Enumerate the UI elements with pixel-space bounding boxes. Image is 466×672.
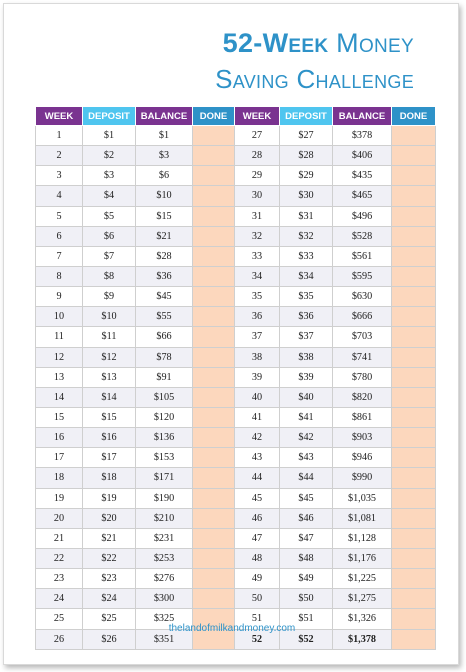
balance-cell: $10 <box>136 186 193 206</box>
header-deposit: DEPOSIT <box>280 107 333 126</box>
balance-cell: $55 <box>136 307 193 327</box>
week-cell: 9 <box>36 287 83 307</box>
week-cell: 6 <box>36 226 83 246</box>
balance-cell: $28 <box>136 246 193 266</box>
table-row <box>36 126 436 146</box>
deposit-cell: $36 <box>280 307 333 327</box>
week-cell: 35 <box>235 287 280 307</box>
deposit-cell: $50 <box>280 589 333 609</box>
week-cell: 34 <box>235 266 280 286</box>
deposit-cell: $13 <box>83 367 136 387</box>
header-done: DONE <box>193 107 235 126</box>
challenge-sheet <box>3 3 459 665</box>
balance-cell: $1,378 <box>333 629 392 649</box>
deposit-cell: $27 <box>280 126 333 146</box>
deposit-cell: $41 <box>280 407 333 427</box>
table-row <box>36 206 436 226</box>
deposit-cell: $9 <box>83 287 136 307</box>
deposit-cell: $25 <box>83 609 136 629</box>
done-checkbox-cell[interactable] <box>193 387 235 407</box>
header-balance: BALANCE <box>333 107 392 126</box>
balance-cell: $1,225 <box>333 569 392 589</box>
table-row <box>36 589 436 609</box>
done-checkbox-cell[interactable] <box>193 266 235 286</box>
deposit-cell: $8 <box>83 266 136 286</box>
done-checkbox-cell[interactable] <box>193 448 235 468</box>
balance-cell: $91 <box>136 367 193 387</box>
balance-cell: $741 <box>333 347 392 367</box>
deposit-cell: $14 <box>83 387 136 407</box>
done-checkbox-cell[interactable] <box>392 166 436 186</box>
done-checkbox-cell[interactable] <box>193 307 235 327</box>
balance-cell: $1 <box>136 126 193 146</box>
balance-cell: $1,081 <box>333 508 392 528</box>
done-checkbox-cell[interactable] <box>193 569 235 589</box>
week-cell: 33 <box>235 246 280 266</box>
balance-cell: $210 <box>136 508 193 528</box>
week-cell: 40 <box>235 387 280 407</box>
done-checkbox-cell[interactable] <box>392 226 436 246</box>
header-done: DONE <box>392 107 436 126</box>
savings-table <box>35 106 436 650</box>
balance-cell: $780 <box>333 367 392 387</box>
done-checkbox-cell[interactable] <box>392 569 436 589</box>
done-checkbox-cell[interactable] <box>193 367 235 387</box>
title-line-2: Saving Challenge <box>215 64 414 94</box>
week-cell: 39 <box>235 367 280 387</box>
week-cell: 11 <box>36 327 83 347</box>
week-cell: 8 <box>36 266 83 286</box>
balance-cell: $45 <box>136 287 193 307</box>
done-checkbox-cell[interactable] <box>193 166 235 186</box>
week-cell: 7 <box>36 246 83 266</box>
header-week: WEEK <box>235 107 280 126</box>
balance-cell: $561 <box>333 246 392 266</box>
week-cell: 1 <box>36 126 83 146</box>
deposit-cell: $30 <box>280 186 333 206</box>
deposit-cell: $31 <box>280 206 333 226</box>
deposit-cell: $12 <box>83 347 136 367</box>
balance-cell: $105 <box>136 387 193 407</box>
balance-cell: $435 <box>333 166 392 186</box>
balance-cell: $78 <box>136 347 193 367</box>
done-checkbox-cell[interactable] <box>392 589 436 609</box>
balance-cell: $903 <box>333 428 392 448</box>
table-row <box>36 488 436 508</box>
week-cell: 15 <box>36 407 83 427</box>
balance-cell: $990 <box>333 468 392 488</box>
table-row <box>36 569 436 589</box>
balance-cell: $861 <box>333 407 392 427</box>
title-bold-part: 52-Week <box>222 28 329 58</box>
done-checkbox-cell[interactable] <box>392 186 436 206</box>
balance-cell: $528 <box>333 226 392 246</box>
deposit-cell: $21 <box>83 528 136 548</box>
week-cell: 14 <box>36 387 83 407</box>
week-cell: 17 <box>36 448 83 468</box>
week-cell: 16 <box>36 428 83 448</box>
done-checkbox-cell[interactable] <box>193 146 235 166</box>
table-row <box>36 367 436 387</box>
week-cell: 48 <box>235 548 280 568</box>
week-cell: 26 <box>36 629 83 649</box>
deposit-cell: $18 <box>83 468 136 488</box>
header-week: WEEK <box>36 107 83 126</box>
deposit-cell: $52 <box>280 629 333 649</box>
deposit-cell: $48 <box>280 548 333 568</box>
table-row <box>36 387 436 407</box>
deposit-cell: $35 <box>280 287 333 307</box>
done-checkbox-cell[interactable] <box>193 347 235 367</box>
table-row <box>36 146 436 166</box>
week-cell: 28 <box>235 146 280 166</box>
week-cell: 37 <box>235 327 280 347</box>
deposit-cell: $44 <box>280 468 333 488</box>
footer-website: thelandofmilkandmoney.com <box>168 623 296 634</box>
week-cell: 52 <box>235 629 280 649</box>
table-row <box>36 287 436 307</box>
balance-cell: $276 <box>136 569 193 589</box>
balance-cell: $406 <box>333 146 392 166</box>
done-checkbox-cell[interactable] <box>193 246 235 266</box>
balance-cell: $496 <box>333 206 392 226</box>
done-checkbox-cell[interactable] <box>193 589 235 609</box>
done-checkbox-cell[interactable] <box>392 387 436 407</box>
week-cell: 12 <box>36 347 83 367</box>
done-checkbox-cell[interactable] <box>392 327 436 347</box>
table-row <box>36 327 436 347</box>
done-checkbox-cell[interactable] <box>392 146 436 166</box>
header-deposit: DEPOSIT <box>83 107 136 126</box>
week-cell: 27 <box>235 126 280 146</box>
week-cell: 19 <box>36 488 83 508</box>
table-row <box>36 528 436 548</box>
balance-cell: $153 <box>136 448 193 468</box>
done-checkbox-cell[interactable] <box>392 126 436 146</box>
week-cell: 36 <box>235 307 280 327</box>
deposit-cell: $46 <box>280 508 333 528</box>
balance-cell: $21 <box>136 226 193 246</box>
done-checkbox-cell[interactable] <box>392 307 436 327</box>
done-checkbox-cell[interactable] <box>392 367 436 387</box>
balance-cell: $1,035 <box>333 488 392 508</box>
deposit-cell: $47 <box>280 528 333 548</box>
table-row <box>36 266 436 286</box>
balance-cell: $1,176 <box>333 548 392 568</box>
deposit-cell: $5 <box>83 206 136 226</box>
done-checkbox-cell[interactable] <box>392 347 436 367</box>
deposit-cell: $15 <box>83 407 136 427</box>
week-cell: 10 <box>36 307 83 327</box>
table-row <box>36 468 436 488</box>
deposit-cell: $38 <box>280 347 333 367</box>
deposit-cell: $29 <box>280 166 333 186</box>
balance-cell: $171 <box>136 468 193 488</box>
table-row <box>36 508 436 528</box>
balance-cell: $253 <box>136 548 193 568</box>
week-cell: 38 <box>235 347 280 367</box>
done-checkbox-cell[interactable] <box>392 266 436 286</box>
done-checkbox-cell[interactable] <box>392 448 436 468</box>
title-line-1 <box>223 28 414 59</box>
balance-cell: $3 <box>136 146 193 166</box>
balance-cell: $190 <box>136 488 193 508</box>
week-cell: 2 <box>36 146 83 166</box>
done-checkbox-cell[interactable] <box>193 186 235 206</box>
week-cell: 13 <box>36 367 83 387</box>
deposit-cell: $16 <box>83 428 136 448</box>
done-checkbox-cell[interactable] <box>193 327 235 347</box>
week-cell: 18 <box>36 468 83 488</box>
balance-cell: $820 <box>333 387 392 407</box>
done-checkbox-cell[interactable] <box>392 468 436 488</box>
balance-cell: $120 <box>136 407 193 427</box>
done-checkbox-cell[interactable] <box>392 206 436 226</box>
done-checkbox-cell[interactable] <box>392 287 436 307</box>
week-cell: 42 <box>235 428 280 448</box>
deposit-cell: $33 <box>280 246 333 266</box>
done-checkbox-cell[interactable] <box>193 206 235 226</box>
title-rest-part: Money <box>328 28 414 58</box>
deposit-cell: $42 <box>280 428 333 448</box>
deposit-cell: $10 <box>83 307 136 327</box>
deposit-cell: $7 <box>83 246 136 266</box>
week-cell: 5 <box>36 206 83 226</box>
week-cell: 50 <box>235 589 280 609</box>
week-cell: 51 <box>235 609 280 629</box>
deposit-cell: $22 <box>83 548 136 568</box>
week-cell: 22 <box>36 548 83 568</box>
balance-cell: $300 <box>136 589 193 609</box>
week-cell: 41 <box>235 407 280 427</box>
table-row <box>36 347 436 367</box>
week-cell: 44 <box>235 468 280 488</box>
table-row <box>36 307 436 327</box>
deposit-cell: $17 <box>83 448 136 468</box>
week-cell: 45 <box>235 488 280 508</box>
balance-cell: $66 <box>136 327 193 347</box>
balance-cell: $378 <box>333 126 392 146</box>
table-row <box>36 246 436 266</box>
week-cell: 23 <box>36 569 83 589</box>
balance-cell: $136 <box>136 428 193 448</box>
balance-cell: $946 <box>333 448 392 468</box>
done-checkbox-cell[interactable] <box>392 508 436 528</box>
deposit-cell: $11 <box>83 327 136 347</box>
balance-cell: $1,275 <box>333 589 392 609</box>
week-cell: 29 <box>235 166 280 186</box>
done-checkbox-cell[interactable] <box>193 287 235 307</box>
deposit-cell: $4 <box>83 186 136 206</box>
week-cell: 21 <box>36 528 83 548</box>
deposit-cell: $23 <box>83 569 136 589</box>
table-row <box>36 226 436 246</box>
table-row <box>36 166 436 186</box>
balance-cell: $595 <box>333 266 392 286</box>
deposit-cell: $19 <box>83 488 136 508</box>
done-checkbox-cell[interactable] <box>193 407 235 427</box>
table-header-row <box>36 107 436 126</box>
deposit-cell: $24 <box>83 589 136 609</box>
balance-cell: $351 <box>136 629 193 649</box>
deposit-cell: $40 <box>280 387 333 407</box>
balance-cell: $1,128 <box>333 528 392 548</box>
deposit-cell: $3 <box>83 166 136 186</box>
balance-cell: $703 <box>333 327 392 347</box>
done-checkbox-cell[interactable] <box>193 488 235 508</box>
done-checkbox-cell[interactable] <box>392 428 436 448</box>
done-checkbox-cell[interactable] <box>392 407 436 427</box>
balance-cell: $325 <box>136 609 193 629</box>
week-cell: 20 <box>36 508 83 528</box>
done-checkbox-cell[interactable] <box>193 528 235 548</box>
done-checkbox-cell[interactable] <box>392 548 436 568</box>
week-cell: 31 <box>235 206 280 226</box>
done-checkbox-cell[interactable] <box>392 488 436 508</box>
deposit-cell: $6 <box>83 226 136 246</box>
week-cell: 46 <box>235 508 280 528</box>
done-checkbox-cell[interactable] <box>193 226 235 246</box>
balance-cell: $36 <box>136 266 193 286</box>
deposit-cell: $34 <box>280 266 333 286</box>
balance-cell: $666 <box>333 307 392 327</box>
table-row <box>36 448 436 468</box>
done-checkbox-cell[interactable] <box>193 428 235 448</box>
week-cell: 24 <box>36 589 83 609</box>
week-cell: 32 <box>235 226 280 246</box>
table-row <box>36 548 436 568</box>
done-checkbox-cell[interactable] <box>392 528 436 548</box>
done-checkbox-cell[interactable] <box>193 126 235 146</box>
balance-cell: $6 <box>136 166 193 186</box>
deposit-cell: $2 <box>83 146 136 166</box>
table-row <box>36 186 436 206</box>
table-row <box>36 428 436 448</box>
balance-cell: $231 <box>136 528 193 548</box>
deposit-cell: $26 <box>83 629 136 649</box>
week-cell: 30 <box>235 186 280 206</box>
week-cell: 43 <box>235 448 280 468</box>
done-checkbox-cell[interactable] <box>193 468 235 488</box>
deposit-cell: $45 <box>280 488 333 508</box>
deposit-cell: $32 <box>280 226 333 246</box>
deposit-cell: $49 <box>280 569 333 589</box>
balance-cell: $465 <box>333 186 392 206</box>
header-balance: BALANCE <box>136 107 193 126</box>
deposit-cell: $51 <box>280 609 333 629</box>
week-cell: 25 <box>36 609 83 629</box>
deposit-cell: $39 <box>280 367 333 387</box>
balance-cell: $630 <box>333 287 392 307</box>
deposit-cell: $37 <box>280 327 333 347</box>
deposit-cell: $1 <box>83 126 136 146</box>
done-checkbox-cell[interactable] <box>193 548 235 568</box>
done-checkbox-cell[interactable] <box>193 508 235 528</box>
week-cell: 3 <box>36 166 83 186</box>
done-checkbox-cell[interactable] <box>392 246 436 266</box>
deposit-cell: $28 <box>280 146 333 166</box>
balance-cell: $15 <box>136 206 193 226</box>
deposit-cell: $43 <box>280 448 333 468</box>
deposit-cell: $20 <box>83 508 136 528</box>
week-cell: 4 <box>36 186 83 206</box>
week-cell: 49 <box>235 569 280 589</box>
week-cell: 47 <box>235 528 280 548</box>
balance-cell: $1,326 <box>333 609 392 629</box>
table-row <box>36 407 436 427</box>
